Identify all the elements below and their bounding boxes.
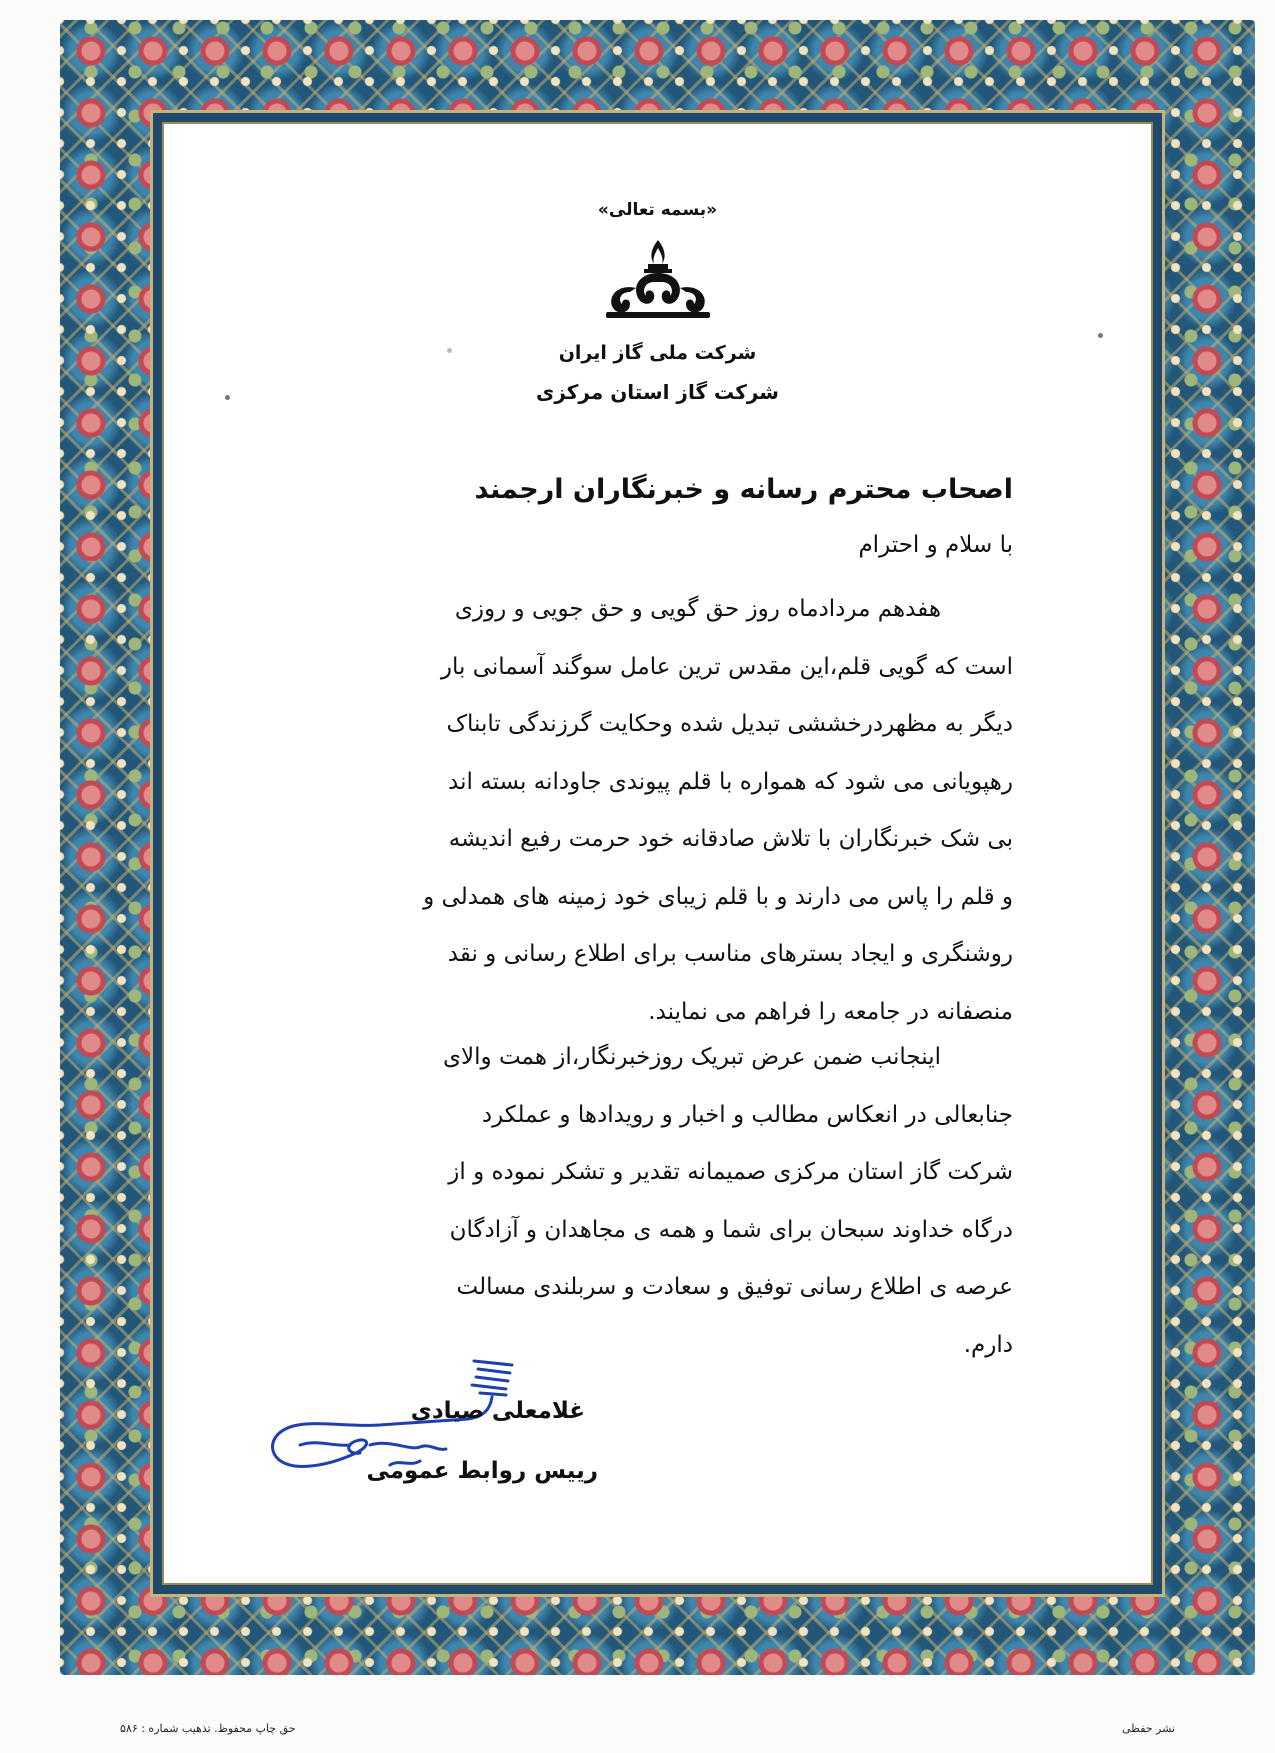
paragraph-line: درگاه خداوند سبحان برای شما و همه ی مجاهدان و آزادگان xyxy=(449,1216,1013,1243)
paragraph-line: هفدهم مردادماه روز حق گویی و حق جویی و روزی xyxy=(454,596,941,622)
nigc-logo-icon xyxy=(598,238,718,320)
paragraph-1 xyxy=(258,581,1013,1041)
paragraph-line: است که گویی قلم،این مقدس ترین عامل سوگند آسمانی بار xyxy=(440,653,1013,680)
paragraph-line: و قلم را پاس می دارند و با قلم زیبای خود زمینه های همدلی و xyxy=(423,883,1013,910)
paragraph-2 xyxy=(258,1029,1013,1374)
organization-name-provincial: شرکت گاز استان مرکزی xyxy=(536,380,779,404)
signatory-role: رییس روابط عمومی xyxy=(366,1458,598,1484)
paper-speck xyxy=(225,395,230,400)
print-credit: حق چاپ محفوظ. تذهیب شماره : ۵۸۶ xyxy=(120,1722,296,1735)
paragraph-line: عرصه ی اطلاع رسانی توفیق و سعادت و سربلندی مسالت xyxy=(456,1274,1013,1300)
paragraph-line: روشنگری و ایجاد بسترهای مناسب برای اطلاع رسانی و نقد xyxy=(447,941,1013,967)
signatory-name: غلامعلی صیادی xyxy=(410,1398,585,1424)
paragraph-line: دیگر به مظهردرخششی تبدیل شده وحکایت گرزندگی تابناک xyxy=(446,711,1013,737)
paragraph-line: منصفانه در جامعه را فراهم می نمایند. xyxy=(648,998,1013,1025)
organization-name-national: شرکت ملی گاز ایران xyxy=(558,342,757,364)
paragraph-line: بی شک خبرنگاران با تلاش صادقانه خود حرمت رفیع اندیشه xyxy=(448,826,1013,852)
paragraph-line: دارم. xyxy=(963,1331,1013,1358)
paper-speck xyxy=(1098,333,1103,338)
letter-title: اصحاب محترم رسانه و خبرنگاران ارجمند xyxy=(474,474,1013,505)
paragraph-line: رهپویانی می شود که همواره با قلم پیوندی جاودانه بسته اند xyxy=(448,768,1013,795)
paper-speck xyxy=(447,348,452,353)
paragraph-line: شرکت گاز استان مرکزی صمیمانه تقدیر و تشکر نموده و از xyxy=(448,1159,1013,1185)
paragraph-line: اینجانب ضمن عرض تبریک روزخبرنگار،از همت والای xyxy=(443,1044,941,1070)
paragraph-line: جنابعالی در انعکاس مطالب و اخبار و رویدادها و عملکرد xyxy=(481,1101,1013,1128)
greeting: با سلام و احترام xyxy=(858,532,1013,558)
publisher-name: نشر حفظی xyxy=(1122,1722,1175,1735)
basmala: «بسمه تعالی» xyxy=(597,200,718,220)
